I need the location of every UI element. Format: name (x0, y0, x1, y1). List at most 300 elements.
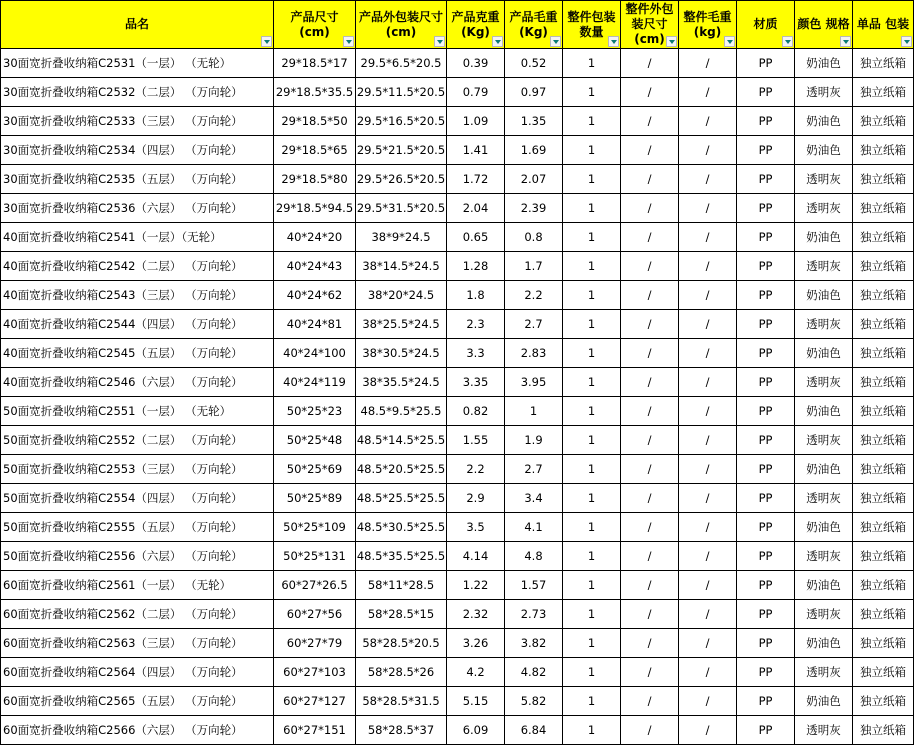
table-cell[interactable]: / (621, 223, 679, 252)
table-cell[interactable]: 0.39 (447, 49, 505, 78)
table-cell[interactable]: / (679, 513, 737, 542)
table-cell[interactable]: PP (737, 223, 795, 252)
table-row (1, 49, 914, 78)
table-cell[interactable]: / (679, 194, 737, 223)
table-cell[interactable]: 独立纸箱 (853, 455, 914, 484)
table-cell[interactable]: 40*24*81 (274, 310, 356, 339)
table-cell[interactable]: 40*24*119 (274, 368, 356, 397)
table-cell[interactable]: 30面宽折叠收纳箱C2533（三层） （万向轮） (1, 107, 274, 136)
table-cell[interactable]: / (679, 629, 737, 658)
table-cell[interactable]: / (679, 484, 737, 513)
table-cell[interactable]: 4.14 (447, 542, 505, 571)
table-cell[interactable]: / (679, 368, 737, 397)
filter-dropdown-icon[interactable] (840, 36, 851, 47)
filter-dropdown-icon[interactable] (492, 36, 503, 47)
table-cell[interactable]: / (621, 194, 679, 223)
table-cell[interactable]: 0.82 (447, 397, 505, 426)
table-cell[interactable]: 独立纸箱 (853, 223, 914, 252)
table-cell[interactable]: PP (737, 281, 795, 310)
table-cell[interactable]: PP (737, 571, 795, 600)
table-row (1, 600, 914, 629)
table-cell[interactable]: 独立纸箱 (853, 571, 914, 600)
table-cell[interactable]: 29*18.5*65 (274, 136, 356, 165)
table-cell[interactable]: 1 (563, 310, 621, 339)
table-cell[interactable]: 30面宽折叠收纳箱C2534（四层） （万向轮） (1, 136, 274, 165)
table-cell[interactable]: 30面宽折叠收纳箱C2532（二层） （万向轮） (1, 78, 274, 107)
table-cell[interactable]: 3.4 (505, 484, 563, 513)
table-cell[interactable]: 48.5*30.5*25.5 (356, 513, 447, 542)
table-cell[interactable]: 30面宽折叠收纳箱C2536（六层） （万向轮） (1, 194, 274, 223)
table-cell[interactable]: 透明灰 (795, 426, 853, 455)
table-cell[interactable]: 2.32 (447, 600, 505, 629)
table-cell[interactable]: 透明灰 (795, 310, 853, 339)
table-cell[interactable]: 1.9 (505, 426, 563, 455)
table-cell[interactable]: 48.5*14.5*25.5 (356, 426, 447, 455)
table-cell[interactable]: PP (737, 49, 795, 78)
table-cell[interactable]: 40面宽折叠收纳箱C2546（六层） （万向轮） (1, 368, 274, 397)
table-cell[interactable]: 48.5*35.5*25.5 (356, 542, 447, 571)
table-cell[interactable]: PP (737, 397, 795, 426)
table-cell[interactable]: 60*27*127 (274, 687, 356, 716)
table-cell[interactable]: 29*18.5*35.5 (274, 78, 356, 107)
table-cell[interactable]: 2.04 (447, 194, 505, 223)
table-cell[interactable]: 奶油色 (795, 397, 853, 426)
col-header-carton-size (621, 1, 679, 49)
table-cell[interactable]: / (679, 136, 737, 165)
table-cell[interactable]: 3.35 (447, 368, 505, 397)
table-cell[interactable]: / (679, 281, 737, 310)
table-cell[interactable]: / (621, 484, 679, 513)
table-cell[interactable]: 40*24*43 (274, 252, 356, 281)
table-cell[interactable]: 40*24*20 (274, 223, 356, 252)
table-cell[interactable]: 58*11*28.5 (356, 571, 447, 600)
table-cell[interactable]: 2.07 (505, 165, 563, 194)
table-cell[interactable]: 1 (563, 600, 621, 629)
table-cell[interactable]: 3.95 (505, 368, 563, 397)
table-cell[interactable]: 38*30.5*24.5 (356, 339, 447, 368)
table-cell[interactable]: 0.52 (505, 49, 563, 78)
table-cell[interactable]: 1 (563, 339, 621, 368)
table-cell[interactable]: / (621, 426, 679, 455)
table-cell[interactable]: / (621, 368, 679, 397)
table-cell[interactable]: PP (737, 426, 795, 455)
table-cell[interactable]: 3.26 (447, 629, 505, 658)
table-cell[interactable]: 1.7 (505, 252, 563, 281)
table-cell[interactable]: 4.82 (505, 658, 563, 687)
table-cell[interactable]: 29.5*26.5*20.5 (356, 165, 447, 194)
table-cell[interactable]: 0.79 (447, 78, 505, 107)
table-cell[interactable]: 独立纸箱 (853, 281, 914, 310)
table-cell[interactable]: 独立纸箱 (853, 658, 914, 687)
table-cell[interactable]: 58*28.5*20.5 (356, 629, 447, 658)
table-cell[interactable]: 50*25*131 (274, 542, 356, 571)
table-cell[interactable]: PP (737, 600, 795, 629)
header-label: 整件毛重 (kg) (683, 9, 732, 39)
header-label: 颜色 规格 (797, 17, 850, 31)
header-label: 材质 (753, 17, 778, 31)
table-cell[interactable]: 1.22 (447, 571, 505, 600)
table-cell[interactable]: 40面宽折叠收纳箱C2545（五层） （万向轮） (1, 339, 274, 368)
table-cell[interactable]: 48.5*25.5*25.5 (356, 484, 447, 513)
table-cell[interactable]: 50面宽折叠收纳箱C2554（四层） （万向轮） (1, 484, 274, 513)
table-cell[interactable]: PP (737, 78, 795, 107)
table-cell[interactable]: 1 (563, 484, 621, 513)
filter-dropdown-icon[interactable] (261, 36, 272, 47)
table-cell[interactable]: 60面宽折叠收纳箱C2566（六层） （万向轮） (1, 716, 274, 745)
filter-dropdown-icon[interactable] (343, 36, 354, 47)
table-cell[interactable]: 60面宽折叠收纳箱C2564（四层） （万向轮） (1, 658, 274, 687)
table-cell[interactable]: / (679, 310, 737, 339)
table-cell[interactable]: / (679, 223, 737, 252)
table-cell[interactable]: 2.3 (447, 310, 505, 339)
table-cell[interactable]: 29.5*6.5*20.5 (356, 49, 447, 78)
table-cell[interactable]: / (679, 339, 737, 368)
table-cell[interactable]: 独立纸箱 (853, 687, 914, 716)
table-cell[interactable]: 50*25*69 (274, 455, 356, 484)
table-cell[interactable]: 1 (563, 629, 621, 658)
table-cell[interactable]: 5.15 (447, 687, 505, 716)
table-cell[interactable]: 1.69 (505, 136, 563, 165)
table-cell[interactable]: 独立纸箱 (853, 629, 914, 658)
table-cell[interactable]: 独立纸箱 (853, 310, 914, 339)
table-cell[interactable]: PP (737, 310, 795, 339)
table-cell[interactable]: 独立纸箱 (853, 252, 914, 281)
table-cell[interactable]: 1 (563, 397, 621, 426)
table-cell[interactable]: 60面宽折叠收纳箱C2562（二层） （万向轮） (1, 600, 274, 629)
filter-dropdown-icon[interactable] (434, 36, 445, 47)
table-cell[interactable]: 60*27*103 (274, 658, 356, 687)
col-header-name (1, 1, 274, 49)
filter-dropdown-icon[interactable] (666, 36, 677, 47)
table-cell[interactable]: / (621, 252, 679, 281)
table-cell[interactable]: PP (737, 368, 795, 397)
table-cell[interactable]: 1 (563, 513, 621, 542)
table-cell[interactable]: 独立纸箱 (853, 484, 914, 513)
table-cell[interactable]: 50面宽折叠收纳箱C2555（五层） （万向轮） (1, 513, 274, 542)
table-row (1, 368, 914, 397)
table-cell[interactable]: 1.57 (505, 571, 563, 600)
table-cell[interactable]: PP (737, 484, 795, 513)
table-row (1, 716, 914, 745)
table-cell[interactable]: 40面宽折叠收纳箱C2543（三层） （万向轮） (1, 281, 274, 310)
table-cell[interactable]: PP (737, 513, 795, 542)
table-cell[interactable]: 40面宽折叠收纳箱C2542（二层） （万向轮） (1, 252, 274, 281)
table-cell[interactable]: / (679, 397, 737, 426)
table-cell[interactable]: 独立纸箱 (853, 107, 914, 136)
table-cell[interactable]: / (679, 658, 737, 687)
table-cell[interactable]: 奶油色 (795, 281, 853, 310)
table-cell[interactable]: 0.97 (505, 78, 563, 107)
table-cell[interactable]: 1 (563, 426, 621, 455)
table-cell[interactable]: / (621, 310, 679, 339)
table-cell[interactable]: 60*27*79 (274, 629, 356, 658)
table-cell[interactable]: / (621, 339, 679, 368)
table-cell[interactable]: 透明灰 (795, 542, 853, 571)
table-cell[interactable]: 奶油色 (795, 223, 853, 252)
col-header-net-weight (447, 1, 505, 49)
table-cell[interactable]: 1 (563, 716, 621, 745)
table-cell[interactable]: 1 (563, 165, 621, 194)
table-cell[interactable]: 50面宽折叠收纳箱C2552（二层） （万向轮） (1, 426, 274, 455)
table-cell[interactable]: 58*28.5*31.5 (356, 687, 447, 716)
table-cell[interactable]: 奶油色 (795, 629, 853, 658)
table-cell[interactable]: PP (737, 687, 795, 716)
table-cell[interactable]: 2.9 (447, 484, 505, 513)
table-cell[interactable]: / (621, 136, 679, 165)
table-cell[interactable]: 奶油色 (795, 455, 853, 484)
table-cell[interactable]: 奶油色 (795, 49, 853, 78)
table-cell[interactable]: 29*18.5*50 (274, 107, 356, 136)
table-cell[interactable]: 58*28.5*37 (356, 716, 447, 745)
table-cell[interactable]: 1.72 (447, 165, 505, 194)
table-cell[interactable]: 29*18.5*17 (274, 49, 356, 78)
table-cell[interactable]: 1 (563, 194, 621, 223)
table-row (1, 513, 914, 542)
table-cell[interactable]: 29.5*16.5*20.5 (356, 107, 447, 136)
header-label: 单品 包装 (856, 17, 910, 31)
table-cell[interactable]: PP (737, 455, 795, 484)
col-header-size (274, 1, 356, 49)
table-cell[interactable]: 48.5*20.5*25.5 (356, 455, 447, 484)
table-cell[interactable]: 透明灰 (795, 716, 853, 745)
table-cell[interactable]: 0.8 (505, 223, 563, 252)
table-cell[interactable]: / (621, 687, 679, 716)
table-cell[interactable]: 4.2 (447, 658, 505, 687)
table-cell[interactable]: 1 (563, 455, 621, 484)
table-cell[interactable]: 独立纸箱 (853, 194, 914, 223)
table-cell[interactable]: 50*25*89 (274, 484, 356, 513)
table-row (1, 455, 914, 484)
table-cell[interactable]: 29.5*11.5*20.5 (356, 78, 447, 107)
filter-dropdown-icon[interactable] (550, 36, 561, 47)
table-cell[interactable]: 50*25*23 (274, 397, 356, 426)
table-cell[interactable]: 5.82 (505, 687, 563, 716)
table-cell[interactable]: 透明灰 (795, 600, 853, 629)
table-cell[interactable]: 30面宽折叠收纳箱C2531（一层） （无轮） (1, 49, 274, 78)
table-cell[interactable]: 40面宽折叠收纳箱C2541（一层）（无轮） (1, 223, 274, 252)
table-cell[interactable]: 独立纸箱 (853, 426, 914, 455)
table-cell[interactable]: / (679, 571, 737, 600)
table-cell[interactable]: 6.84 (505, 716, 563, 745)
table-cell[interactable]: 38*20*24.5 (356, 281, 447, 310)
table-cell[interactable]: 奶油色 (795, 687, 853, 716)
table-row (1, 629, 914, 658)
table-cell[interactable]: 1 (563, 571, 621, 600)
table-cell[interactable]: / (621, 513, 679, 542)
table-cell[interactable]: 40面宽折叠收纳箱C2544（四层） （万向轮） (1, 310, 274, 339)
table-cell[interactable]: 40*24*100 (274, 339, 356, 368)
table-cell[interactable]: 1.55 (447, 426, 505, 455)
table-row (1, 571, 914, 600)
table-cell[interactable]: / (679, 426, 737, 455)
table-cell[interactable]: 1 (563, 281, 621, 310)
table-cell[interactable]: PP (737, 716, 795, 745)
col-header-packaging (853, 1, 914, 49)
table-cell[interactable]: PP (737, 252, 795, 281)
table-cell[interactable]: / (621, 600, 679, 629)
table-cell[interactable]: 3.3 (447, 339, 505, 368)
table-cell[interactable]: 50*25*109 (274, 513, 356, 542)
table-row (1, 397, 914, 426)
table-cell[interactable]: / (679, 716, 737, 745)
table-cell[interactable]: 1 (563, 78, 621, 107)
table-cell[interactable]: PP (737, 165, 795, 194)
table-cell[interactable]: / (621, 49, 679, 78)
table-cell[interactable]: 1.8 (447, 281, 505, 310)
table-cell[interactable]: 独立纸箱 (853, 368, 914, 397)
table-cell[interactable]: 奶油色 (795, 136, 853, 165)
table-cell[interactable]: 48.5*9.5*25.5 (356, 397, 447, 426)
table-cell[interactable]: 1.09 (447, 107, 505, 136)
table-cell[interactable]: / (621, 397, 679, 426)
table-cell[interactable]: / (621, 571, 679, 600)
col-header-material (737, 1, 795, 49)
header-label: 产品克重 (Kg) (451, 9, 500, 39)
table-cell[interactable]: PP (737, 629, 795, 658)
table-cell[interactable]: 独立纸箱 (853, 78, 914, 107)
table-cell[interactable]: 奶油色 (795, 571, 853, 600)
table-cell[interactable]: / (679, 165, 737, 194)
table-cell[interactable]: 奶油色 (795, 107, 853, 136)
table-cell[interactable]: 2.73 (505, 600, 563, 629)
filter-dropdown-icon[interactable] (724, 36, 735, 47)
table-cell[interactable]: 29.5*31.5*20.5 (356, 194, 447, 223)
table-cell[interactable]: 29.5*21.5*20.5 (356, 136, 447, 165)
filter-dropdown-icon[interactable] (782, 36, 793, 47)
table-cell[interactable]: 透明灰 (795, 658, 853, 687)
table-cell[interactable]: 透明灰 (795, 165, 853, 194)
table-cell[interactable]: 50*25*48 (274, 426, 356, 455)
table-cell[interactable]: 60*27*26.5 (274, 571, 356, 600)
table-cell[interactable]: 3.82 (505, 629, 563, 658)
table-cell[interactable]: 60*27*151 (274, 716, 356, 745)
table-cell[interactable]: / (621, 107, 679, 136)
table-cell[interactable]: 58*28.5*26 (356, 658, 447, 687)
table-cell[interactable]: 2.7 (505, 310, 563, 339)
table-cell[interactable]: / (621, 455, 679, 484)
table-cell[interactable]: 50面宽折叠收纳箱C2553（三层） （万向轮） (1, 455, 274, 484)
table-cell[interactable]: / (679, 455, 737, 484)
table-cell[interactable]: 独立纸箱 (853, 542, 914, 571)
table-cell[interactable]: PP (737, 136, 795, 165)
table-cell[interactable]: 奶油色 (795, 339, 853, 368)
table-cell[interactable]: 1.41 (447, 136, 505, 165)
filter-dropdown-icon[interactable] (608, 36, 619, 47)
table-cell[interactable]: / (621, 542, 679, 571)
table-cell[interactable]: 独立纸箱 (853, 397, 914, 426)
table-cell[interactable]: 2.39 (505, 194, 563, 223)
table-cell[interactable]: 4.1 (505, 513, 563, 542)
table-cell[interactable]: 独立纸箱 (853, 513, 914, 542)
table-cell[interactable]: 1 (505, 397, 563, 426)
table-cell[interactable]: 50面宽折叠收纳箱C2556（六层） （万向轮） (1, 542, 274, 571)
table-cell[interactable]: 奶油色 (795, 513, 853, 542)
table-cell[interactable]: 独立纸箱 (853, 136, 914, 165)
table-cell[interactable]: / (621, 658, 679, 687)
table-cell[interactable]: 独立纸箱 (853, 49, 914, 78)
table-cell[interactable]: PP (737, 658, 795, 687)
table-cell[interactable]: 38*9*24.5 (356, 223, 447, 252)
table-cell[interactable]: 29*18.5*94.5 (274, 194, 356, 223)
table-cell[interactable]: 透明灰 (795, 368, 853, 397)
table-cell[interactable]: 38*35.5*24.5 (356, 368, 447, 397)
table-cell[interactable]: / (679, 107, 737, 136)
table-cell[interactable]: 2.83 (505, 339, 563, 368)
table-cell[interactable]: / (621, 716, 679, 745)
table-cell[interactable]: 1.35 (505, 107, 563, 136)
table-cell[interactable]: 独立纸箱 (853, 716, 914, 745)
table-cell[interactable]: 1 (563, 223, 621, 252)
table-cell[interactable]: 透明灰 (795, 484, 853, 513)
table-cell[interactable]: PP (737, 107, 795, 136)
table-cell[interactable]: 38*25.5*24.5 (356, 310, 447, 339)
table-cell[interactable]: / (679, 78, 737, 107)
table-cell[interactable]: 29*18.5*80 (274, 165, 356, 194)
table-cell[interactable]: 透明灰 (795, 194, 853, 223)
table-cell[interactable]: 60面宽折叠收纳箱C2565（五层） （万向轮） (1, 687, 274, 716)
header-label: 整件外包装尺寸(cm) (625, 2, 674, 46)
table-cell[interactable]: / (679, 687, 737, 716)
table-row (1, 107, 914, 136)
table-cell[interactable]: / (621, 629, 679, 658)
table-cell[interactable]: / (679, 49, 737, 78)
table-cell[interactable]: 透明灰 (795, 252, 853, 281)
table-cell[interactable]: / (679, 252, 737, 281)
table-cell[interactable]: 58*28.5*15 (356, 600, 447, 629)
table-cell[interactable]: 透明灰 (795, 78, 853, 107)
table-cell[interactable]: 1 (563, 107, 621, 136)
table-cell[interactable]: 1 (563, 252, 621, 281)
table-row (1, 658, 914, 687)
table-cell[interactable]: / (679, 542, 737, 571)
table-cell[interactable]: 60面宽折叠收纳箱C2563（三层） （万向轮） (1, 629, 274, 658)
table-cell[interactable]: 3.5 (447, 513, 505, 542)
table-cell[interactable]: / (621, 165, 679, 194)
table-cell[interactable]: / (621, 281, 679, 310)
table-cell[interactable]: 1 (563, 687, 621, 716)
table-cell[interactable]: 独立纸箱 (853, 165, 914, 194)
table-cell[interactable]: 50面宽折叠收纳箱C2551（一层） （无轮） (1, 397, 274, 426)
table-cell[interactable]: / (621, 78, 679, 107)
table-cell[interactable]: 6.09 (447, 716, 505, 745)
table-cell[interactable]: 38*14.5*24.5 (356, 252, 447, 281)
table-cell[interactable]: 独立纸箱 (853, 600, 914, 629)
table-cell[interactable]: PP (737, 542, 795, 571)
table-cell[interactable]: 1 (563, 136, 621, 165)
table-cell[interactable]: 1.28 (447, 252, 505, 281)
table-cell[interactable]: 60面宽折叠收纳箱C2561（一层） （无轮） (1, 571, 274, 600)
table-cell[interactable]: 60*27*56 (274, 600, 356, 629)
table-cell[interactable]: 1 (563, 658, 621, 687)
table-cell[interactable]: PP (737, 339, 795, 368)
table-cell[interactable]: 40*24*62 (274, 281, 356, 310)
filter-dropdown-icon[interactable] (901, 36, 912, 47)
table-row (1, 136, 914, 165)
table-cell[interactable]: 2.2 (505, 281, 563, 310)
table-cell[interactable]: 4.8 (505, 542, 563, 571)
table-cell[interactable]: 2.2 (447, 455, 505, 484)
table-cell[interactable]: / (679, 600, 737, 629)
table-cell[interactable]: PP (737, 194, 795, 223)
table-cell[interactable]: 1 (563, 542, 621, 571)
table-cell[interactable]: 2.7 (505, 455, 563, 484)
table-cell[interactable]: 30面宽折叠收纳箱C2535（五层） （万向轮） (1, 165, 274, 194)
table-cell[interactable]: 1 (563, 49, 621, 78)
table-cell[interactable]: 独立纸箱 (853, 339, 914, 368)
header-label: 品名 (124, 17, 149, 31)
table-cell[interactable]: 1 (563, 368, 621, 397)
table-cell[interactable]: 0.65 (447, 223, 505, 252)
